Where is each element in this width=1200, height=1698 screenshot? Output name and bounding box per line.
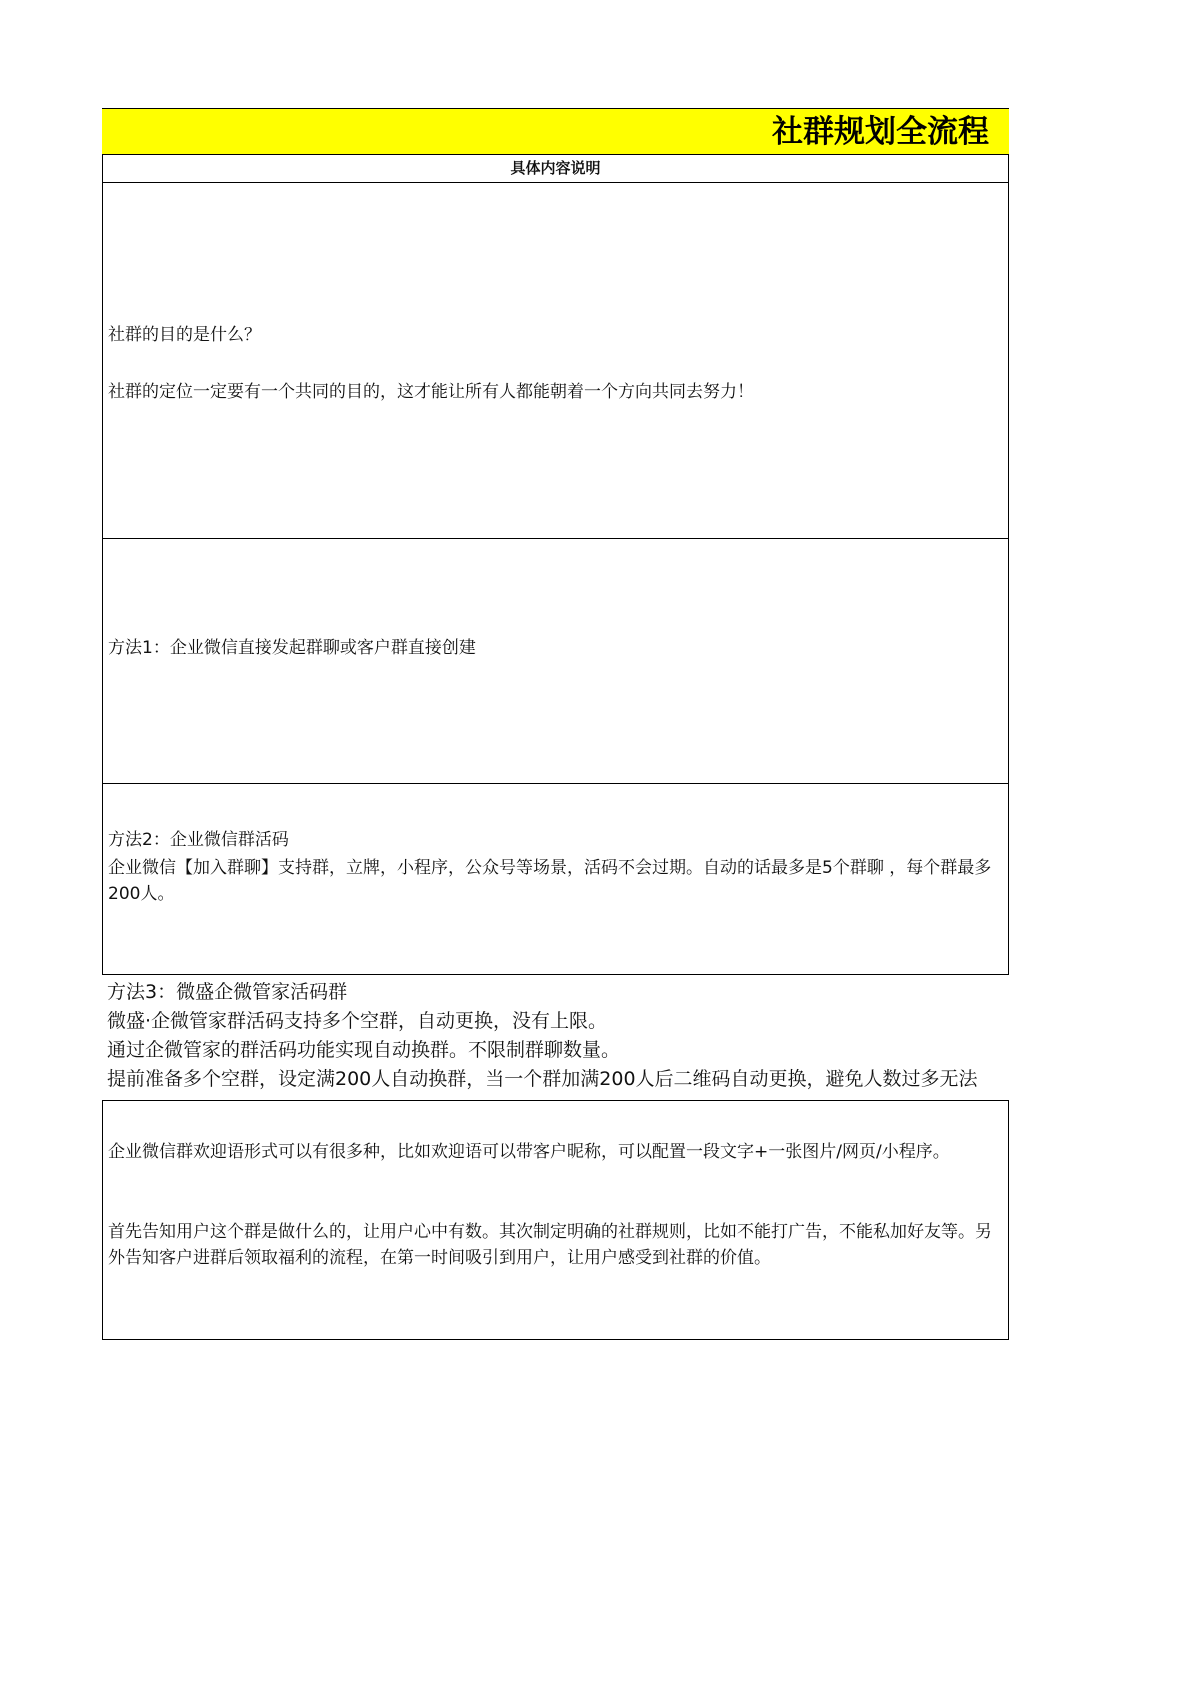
method2-title: 方法2：企业微信群活码 bbox=[108, 830, 289, 850]
sheet-title: 社群规划全流程 bbox=[772, 114, 989, 150]
cell-method3[interactable] bbox=[102, 974, 1009, 1094]
method3-line1: 微盛·企微管家群活码支持多个空群，自动更换，没有上限。 bbox=[107, 1010, 608, 1032]
method2-desc: 企业微信【加入群聊】支持群，立牌，小程序，公众号等场景，活码不会过期。自动的话最多是5个群聊 ，每个群最多200人。 bbox=[108, 858, 992, 904]
method3-line3: 提前准备多个空群，设定满200人自动换群，当一个群加满200人后二维码自动更换，避免人数过多无法 bbox=[107, 1068, 978, 1090]
cell-method2[interactable] bbox=[102, 783, 1009, 975]
column-header: 具体内容说明 bbox=[102, 155, 1009, 183]
welcome-para1: 企业微信群欢迎语形式可以有很多种，比如欢迎语可以带客户昵称，可以配置一段文字+一张图片/网页/小程序。 bbox=[108, 1142, 950, 1162]
cell-welcome[interactable] bbox=[102, 1100, 1009, 1340]
method3-line2: 通过企微管家的群活码功能实现自动换群。不限制群聊数量。 bbox=[107, 1039, 621, 1061]
cell-method1[interactable] bbox=[102, 538, 1009, 784]
method1-text: 方法1：企业微信直接发起群聊或客户群直接创建 bbox=[108, 638, 476, 658]
method3-title: 方法3：微盛企微管家活码群 bbox=[107, 981, 348, 1003]
purpose-question: 社群的目的是什么？ bbox=[108, 325, 261, 345]
title-bar bbox=[102, 108, 1009, 155]
cell-purpose[interactable] bbox=[102, 182, 1009, 539]
purpose-answer: 社群的定位一定要有一个共同的目的，这才能让所有人都能朝着一个方向共同去努力！ bbox=[108, 382, 754, 402]
welcome-para2: 首先告知用户这个群是做什么的，让用户心中有数。其次制定明确的社群规则，比如不能打广告，不能私加好友等。另外告知客户进群后领取福利的流程，在第一时间吸引到用户，让用户感受到社群的价值。 bbox=[108, 1222, 992, 1268]
